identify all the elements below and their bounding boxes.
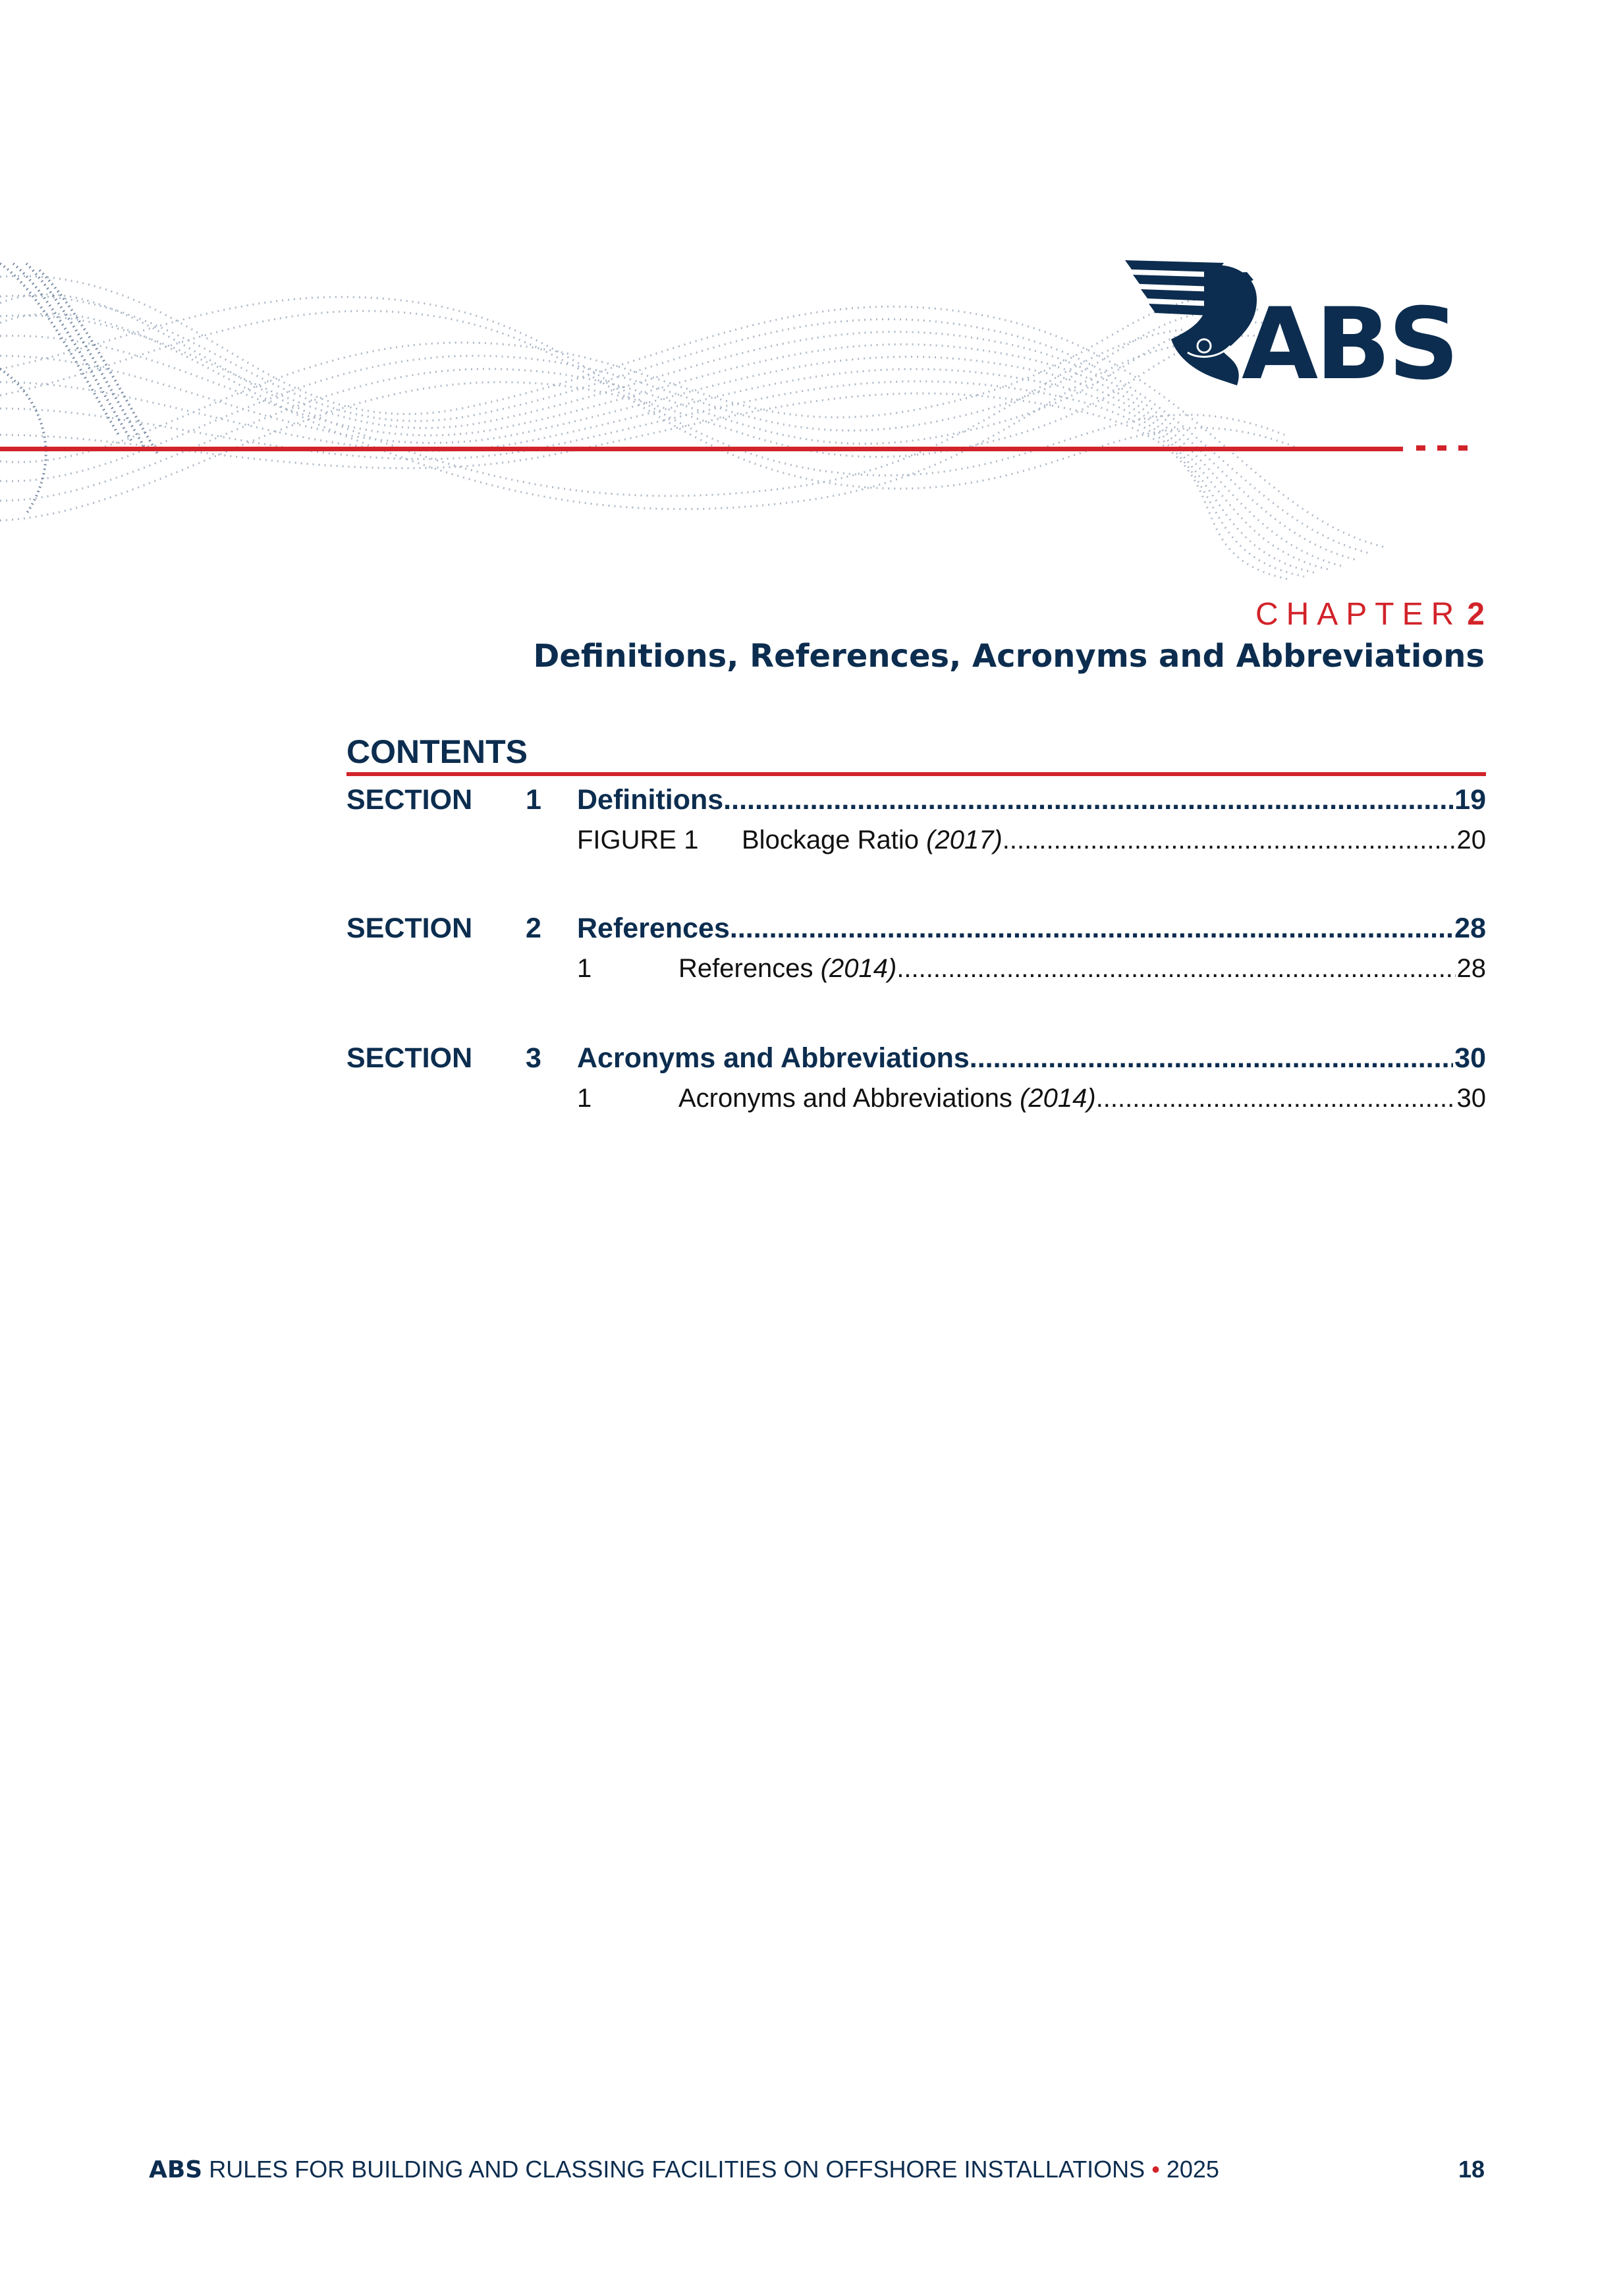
page-number: 30 [1454, 1042, 1486, 1074]
page-number: 30 [1456, 1084, 1486, 1113]
toc-entry-link[interactable] [678, 954, 1486, 984]
dot-leader [1096, 1084, 1456, 1113]
toc-entry-figure-1[interactable] [346, 826, 1486, 865]
section-title: Acronyms and Abbreviations [577, 1042, 970, 1074]
entry-title-wrap [678, 1084, 1096, 1113]
entry-number: FIGURE 1 [577, 826, 699, 854]
contents-heading: CONTENTS [346, 733, 528, 770]
section-label: SECTION [346, 1042, 473, 1074]
abs-logo-text: ABS [1242, 287, 1457, 402]
entry-title: Acronyms and Abbreviations [678, 1084, 1012, 1113]
footer-text: RULES FOR BUILDING AND CLASSING FACILITIES ON OFFSHORE INSTALLATIONS [209, 2156, 1145, 2183]
footer-page-number: 18 [1458, 2156, 1485, 2183]
footer-brand: ABS [149, 2156, 203, 2183]
toc-section-link[interactable] [577, 1042, 1486, 1075]
toc-section-2[interactable] [346, 912, 1486, 952]
dot-leader [1003, 826, 1456, 855]
entry-year: (2014) [1020, 1084, 1096, 1113]
toc-entry-link[interactable] [678, 1084, 1486, 1113]
toc-entry-acronyms[interactable] [346, 1084, 1486, 1123]
toc-section-link[interactable] [577, 912, 1486, 945]
chapter-word: CHAPTER [1255, 597, 1462, 632]
dot-leader [896, 954, 1455, 984]
chapter-label [1255, 596, 1485, 632]
section-title: References [577, 912, 730, 944]
toc-section-1[interactable] [346, 784, 1486, 824]
contents-red-rule [346, 772, 1486, 776]
header-red-dots [1416, 445, 1468, 451]
page-number: 20 [1456, 826, 1486, 854]
section-number: 2 [526, 912, 541, 944]
footer-bullet: • [1151, 2156, 1160, 2183]
toc-entry-references[interactable] [346, 954, 1486, 994]
entry-number: 1 [577, 1084, 592, 1113]
page-number: 28 [1454, 912, 1486, 944]
entry-title-wrap [742, 826, 1003, 855]
entry-year: (2017) [926, 826, 1003, 854]
entry-title: Blockage Ratio [742, 826, 920, 854]
entry-title: References [678, 954, 813, 983]
header-red-rule [0, 447, 1403, 451]
footer-year: 2025 [1166, 2156, 1219, 2183]
page-footer [149, 2156, 1219, 2183]
section-number: 1 [526, 784, 541, 816]
entry-title-wrap [678, 954, 896, 984]
section-number: 3 [526, 1042, 541, 1074]
toc-section-3[interactable] [346, 1042, 1486, 1082]
section-label: SECTION [346, 912, 473, 944]
page-number: 19 [1454, 784, 1486, 816]
toc-section-link[interactable] [577, 784, 1486, 816]
dot-leader [730, 912, 1453, 945]
toc-entry-link[interactable] [742, 826, 1486, 855]
section-label: SECTION [346, 784, 473, 816]
entry-number: 1 [577, 954, 592, 983]
chapter-number: 2 [1467, 597, 1485, 632]
entry-year: (2014) [820, 954, 897, 983]
section-title: Definitions [577, 784, 724, 816]
dot-leader [723, 784, 1453, 816]
chapter-title: Definitions, References, Acronyms and Abbreviations [533, 638, 1485, 675]
dot-leader [970, 1042, 1453, 1075]
page-number: 28 [1456, 954, 1486, 983]
